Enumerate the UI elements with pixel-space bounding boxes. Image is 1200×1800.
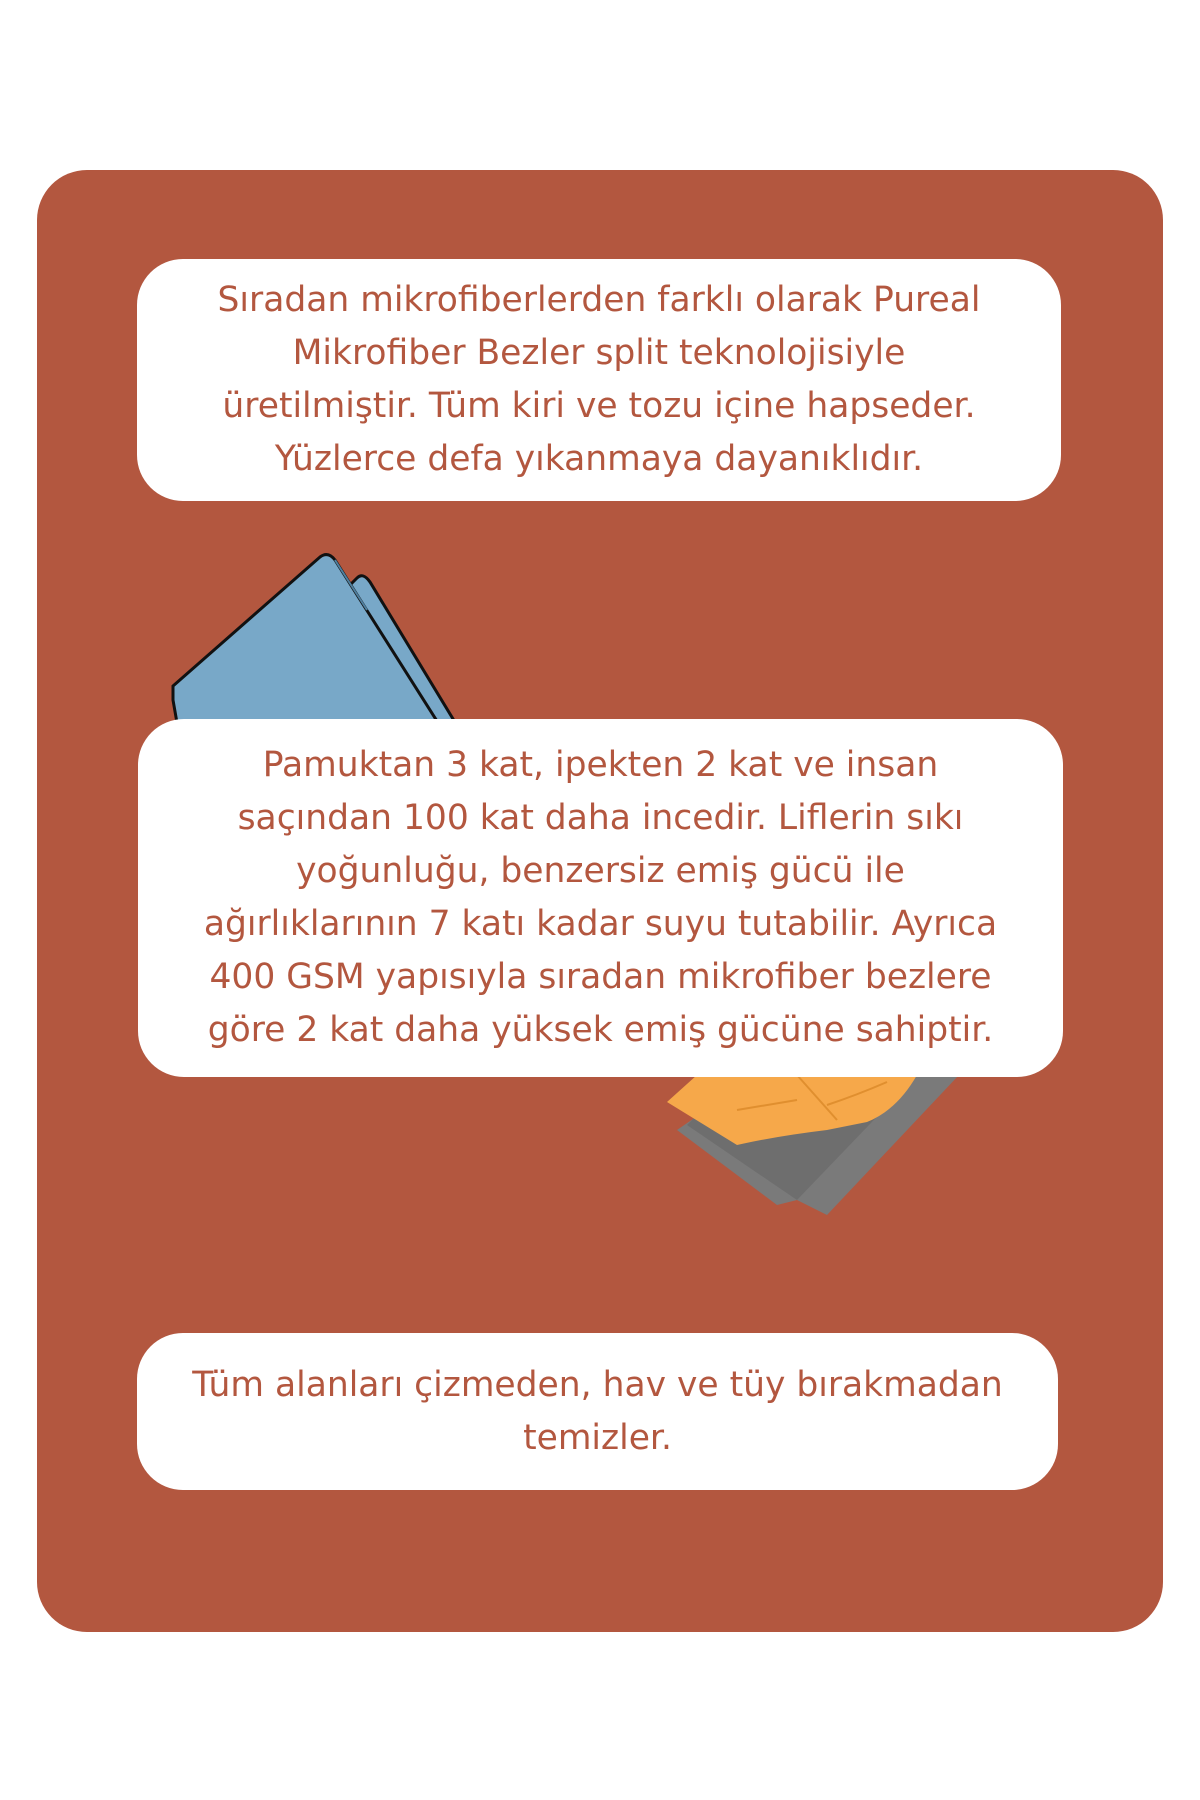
feature-card-split-technology xyxy=(137,259,1061,501)
feature-panel xyxy=(37,170,1163,1632)
feature-card-text: Pamuktan 3 kat, ipekten 2 kat ve insan saçından 100 kat daha incedir. Liflerin sıkı yoğunluğu, benzersiz emiş gücü ile ağırlıklarının 7 katı kadar suyu tutabilir. Ayrıca 400 GSM yapısıyla sıradan mikrofiber bezlere göre 2 kat daha yüksek emiş gücüne sahiptir. xyxy=(203,745,998,1050)
feature-card-text: Sıradan mikrofiberlerden farklı olarak Pureal Mikrofiber Bezler split teknolojisiyle üretilmiştir. Tüm kiri ve tozu içine hapseder. Yüzlerce defa yıkanmaya dayanıklıdır. xyxy=(217,280,981,479)
feature-card-scratch-free xyxy=(137,1333,1058,1490)
feature-card-fiber-density xyxy=(138,719,1063,1077)
feature-card-text: Tüm alanları çizmeden, hav ve tüy bırakmadan temizler. xyxy=(192,1364,1003,1458)
